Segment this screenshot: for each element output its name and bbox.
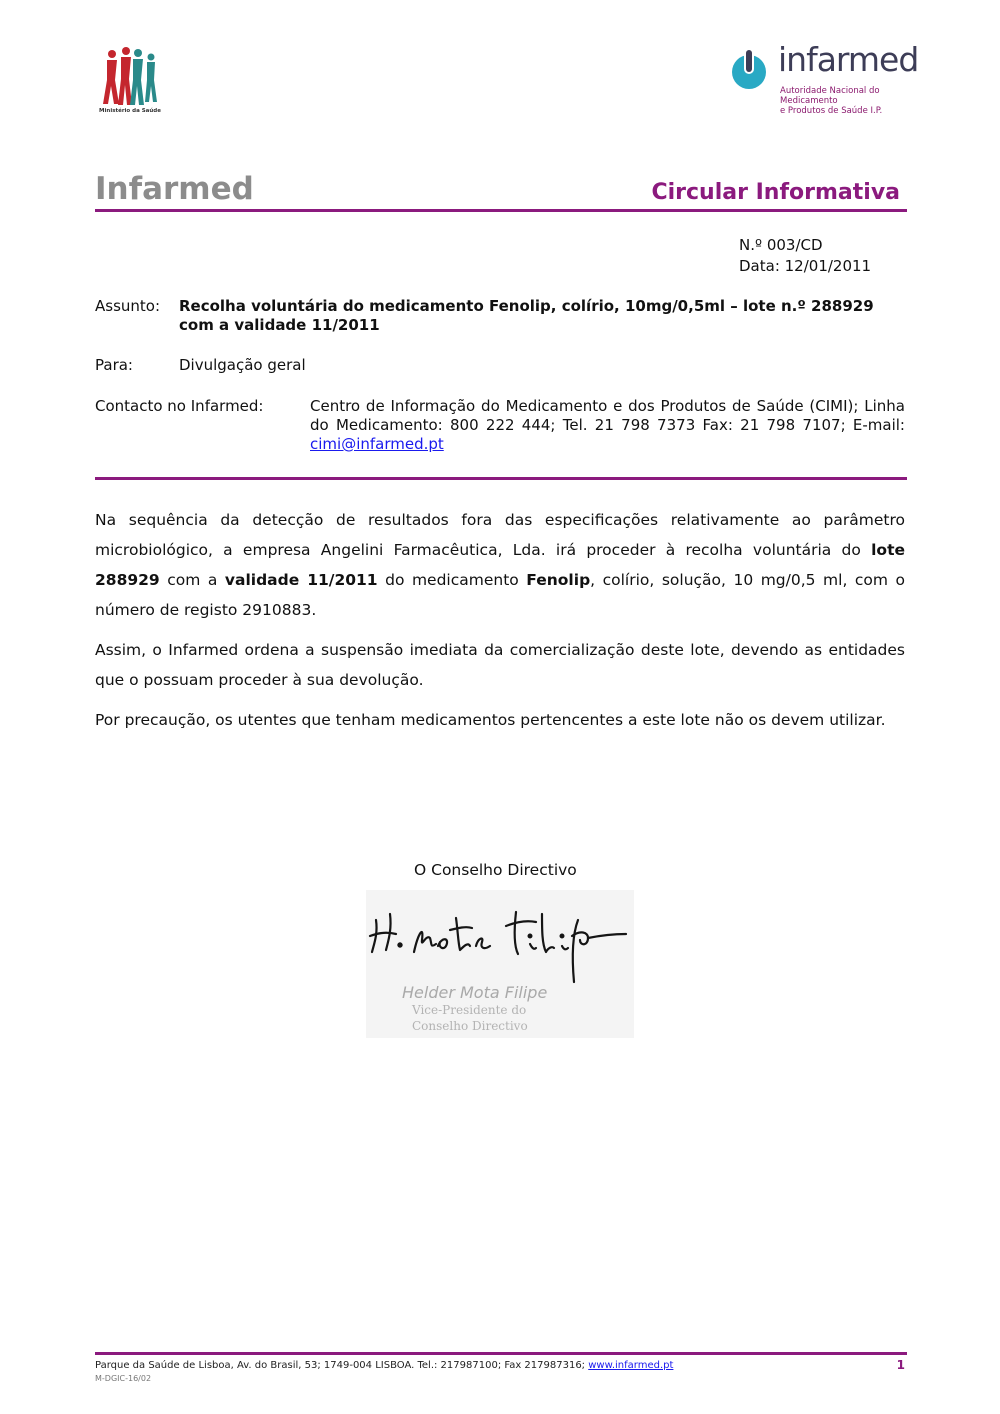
footer-address bbox=[95, 1360, 673, 1371]
infarmed-logo bbox=[726, 40, 926, 116]
recipient-label: Para: bbox=[95, 356, 133, 374]
stamp-name: Helder Mota Filipe bbox=[402, 983, 548, 1002]
page-number: 1 bbox=[896, 1358, 905, 1372]
subject-label: Assunto: bbox=[95, 297, 161, 315]
stamp-line-1: Vice-Presidente do bbox=[412, 1003, 527, 1017]
p1-lot: lote 288929 bbox=[95, 541, 905, 589]
fields-divider bbox=[95, 477, 907, 480]
body-paragraph-1 bbox=[95, 505, 905, 625]
p1-text: do medicamento bbox=[377, 571, 527, 589]
form-code: M-DGIC-16/02 bbox=[95, 1374, 152, 1383]
footer-divider bbox=[95, 1352, 907, 1355]
document-meta bbox=[739, 235, 871, 277]
stamp-line-2: Conselho Directivo bbox=[412, 1019, 528, 1033]
subject-value: Recolha voluntária do medicamento Fenolip, colírio, 10mg/0,5ml – lote n.º 288929 com a validade 11/2011 bbox=[179, 297, 874, 334]
p1-validity: validade 11/2011 bbox=[224, 571, 378, 589]
infarmed-mark-icon bbox=[726, 46, 772, 92]
contact-text: Centro de Informação do Medicamento e dos Produtos de Saúde (CIMI); Linha do Medicamento: 800 222 444; Tel. 21 798 7373 Fax: 21 798 7107; E-mail: bbox=[310, 397, 905, 434]
header-divider bbox=[95, 209, 907, 212]
body-paragraph-2: Assim, o Infarmed ordena a suspensão imediata da comercialização deste lote, devendo as entidades que o possuam proceder à sua devolução. bbox=[95, 641, 905, 689]
infarmed-subtitle: Autoridade Nacional do Medicamento e Produtos de Saúde I.P. bbox=[780, 86, 883, 116]
document-date: Data: 12/01/2011 bbox=[739, 257, 872, 275]
p1-text: Na sequência da detecção de resultados fora das especificações relativamente ao parâmetro microbiológico, a empresa Angelini Farmacêutica, Lda. irá proceder à recolha voluntária do bbox=[95, 511, 905, 559]
contact-email-link[interactable]: cimi@infarmed.pt bbox=[310, 435, 444, 453]
p1-text: com a bbox=[159, 571, 225, 589]
document-type: Circular Informativa bbox=[651, 180, 900, 205]
page-title: Infarmed bbox=[95, 171, 254, 207]
footer-address-text: Parque da Saúde de Lisboa, Av. do Brasil, 53; 1749-004 LISBOA. Tel.: 217987100; Fax 217987316; bbox=[95, 1360, 589, 1371]
p1-text: , colírio, solução, 10 mg/0,5 ml, com o número de registo 2910883. bbox=[95, 571, 905, 619]
body-paragraph-3: Por precaução, os utentes que tenham medicamentos pertencentes a este lote não os devem utilizar. bbox=[95, 711, 886, 729]
document-number: N.º 003/CD bbox=[739, 236, 823, 254]
contact-value bbox=[310, 397, 905, 454]
ministry-caption: Ministério da Saúde bbox=[99, 108, 161, 114]
signature-stamp bbox=[366, 890, 634, 1038]
p1-product: Fenolip bbox=[526, 571, 591, 589]
recipient-value: Divulgação geral bbox=[179, 356, 306, 374]
signatory-council: O Conselho Directivo bbox=[414, 861, 577, 879]
footer-website-link[interactable]: www.infarmed.pt bbox=[588, 1360, 674, 1371]
infarmed-wordmark: infarmed bbox=[778, 40, 919, 79]
contact-label: Contacto no Infarmed: bbox=[95, 397, 264, 415]
